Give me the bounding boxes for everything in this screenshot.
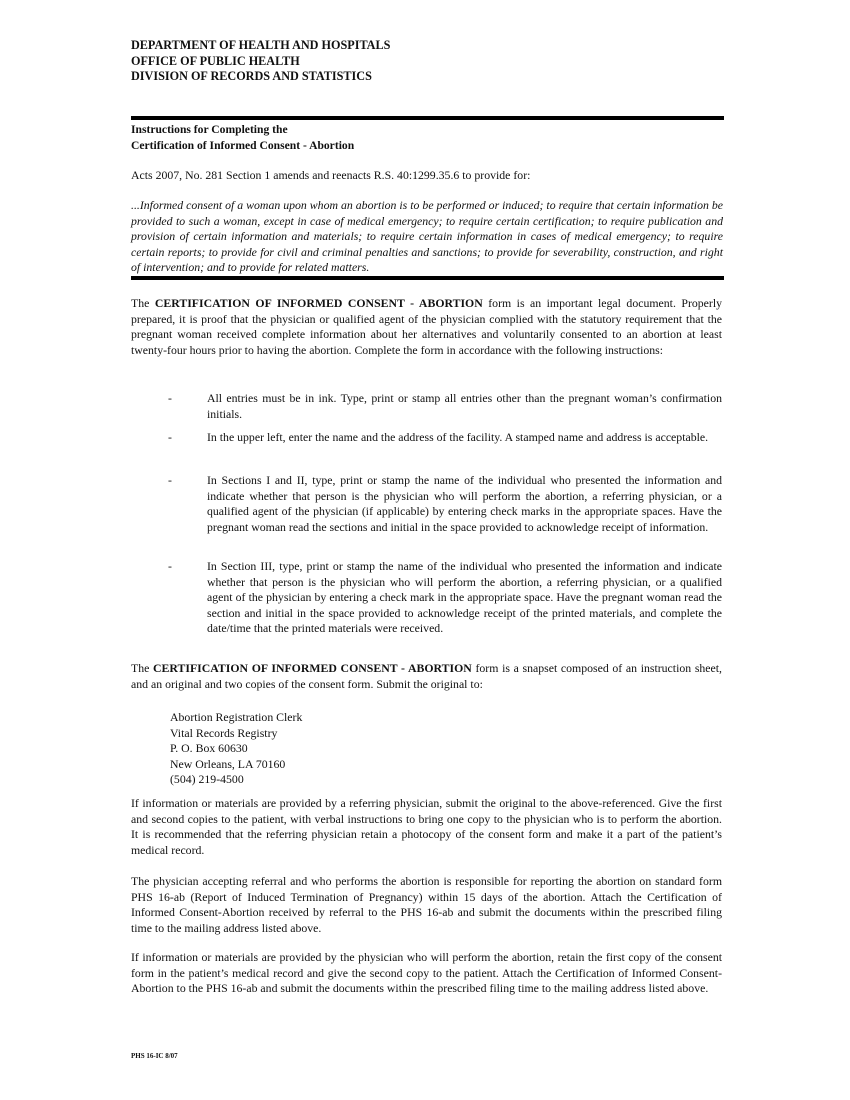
instruction-bullet	[131, 559, 722, 637]
header-division: DIVISION OF RECORDS AND STATISTICS	[131, 69, 372, 83]
header-department: DEPARTMENT OF HEALTH AND HOSPITALS	[131, 38, 391, 52]
bullet-text: In Sections I and II, type, print or stamp the name of the individual who presented the information and indicate whether that person is the physician who will perform the abortion, a referring physician, or a qualified agent of the physician (if applicable) by entering check marks in the appropriate spaces. Have the pregnant woman read the sections and initial in the space provided to acknowledge receipt of information.	[207, 473, 722, 534]
bullet-text: All entries must be in ink. Type, print or stamp all entries other than the pregnant woman’s confirmation initials.	[207, 391, 722, 421]
snapset-pre: The	[131, 661, 154, 675]
snapset-post: form is a snapset composed of an instruction sheet, and an original and two copies of the consent form. Submit the original to:	[131, 661, 723, 691]
bullet-text: In Section III, type, print or stamp the name of the individual who presented the information and indicate whether that person is the physician who will perform the abortion, a referring physician, or a qualified agent of the physician by entering a check mark in the appropriate space. Have the pregnant woman read the section and initial in the space provided to acknowledge receipt of the printed materials, and complete the date/time that the printed materials were received.	[207, 559, 722, 635]
bottom-rule	[131, 276, 724, 280]
bullet-text: In the upper left, enter the name and the address of the facility. A stamped name and address is acceptable.	[207, 430, 709, 444]
address-line-city: New Orleans, LA 70160	[170, 756, 286, 771]
accepting-physician-paragraph: The physician accepting referral and who performs the abortion is responsible for reporting the abortion on standard form PHS 16-ab (Report of Induced Termination of Pregnancy) within 15 days of the abortion. Attach the Certification of Informed Consent-Abortion received by referral to the PHS 16-ab and submit the documents within the prescribed filing time to the mailing address listed above.	[131, 874, 722, 935]
mailing-address	[170, 710, 302, 788]
top-rule	[131, 116, 724, 120]
bullet-dash: -	[168, 391, 172, 405]
bullet-dash: -	[168, 430, 172, 444]
intro-pre: The	[131, 296, 155, 310]
referring-physician-paragraph: If information or materials are provided by a referring physician, submit the original to the above-referenced. Give the first and second copies to the patient, with verbal instructions to bring one copy to the physician who is to perform the abortion. It is recommended that the referring physician retain a photocopy of the consent form and make it a part of the patient’s medical record.	[131, 796, 722, 857]
instructions-title-line2: Certification of Informed Consent - Abortion	[131, 138, 355, 152]
instructions-title-line1: Instructions for Completing the	[131, 123, 288, 136]
intro-form-name: CERTIFICATION OF INFORMED CONSENT - ABORTION	[154, 296, 483, 310]
acts-line: Acts 2007, No. 281 Section 1 amends and reenacts R.S. 40:1299.35.6 to provide for:	[131, 168, 531, 182]
performing-physician-paragraph: If information or materials are provided by the physician who will perform the abortion, retain the first copy of the consent form in the patient’s medical record and give the second copy to the patient. Attach the Certification of Informed Consent-Abortion to the PHS 16-ab and submit the documents within the prescribed filing time to the mailing address listed above.	[131, 950, 722, 995]
header-office: OFFICE OF PUBLIC HEALTH	[131, 53, 300, 68]
agency-header	[131, 38, 722, 85]
form-code-footer: PHS 16-IC 8/07	[131, 1052, 178, 1060]
statute-quote: ...Informed consent of a woman upon whom an abortion is to be performed or induced; to require that certain information be provided to such a woman, except in case of medical emergency; to require certain certification; to require publication and provision of certain information and materials; to require certain information in cases of medical emergency; to require certain reports; to provide for civil and criminal penalties and sanctions; to provide for severability, construction, and right of intervention; and to provide for related matters.	[131, 198, 723, 275]
instruction-bullet	[131, 430, 722, 446]
bullet-dash: -	[168, 559, 172, 573]
snapset-form-name: CERTIFICATION OF INFORMED CONSENT - ABORTION	[153, 661, 472, 675]
instruction-bullet	[131, 391, 722, 422]
address-line-pobox: P. O. Box 60630	[170, 741, 248, 756]
bullet-dash: -	[168, 473, 172, 487]
instruction-bullet	[131, 473, 722, 535]
intro-paragraph	[131, 296, 722, 358]
instructions-title	[131, 122, 354, 153]
address-line-recipient: Abortion Registration Clerk	[170, 710, 303, 724]
address-line-phone: (504) 219-4500	[170, 772, 244, 787]
address-line-registry: Vital Records Registry	[170, 725, 278, 740]
intro-post: form is an important legal document. Properly prepared, it is proof that the physician or qualified agent of the physician complied with the statutory requirement that the pregnant woman received complete information about her alternatives and voluntarily consented to an abortion at least twenty-four hours prior to having the abortion. Complete the form in accordance with the following instructions:	[131, 296, 723, 357]
snapset-paragraph	[131, 661, 722, 692]
